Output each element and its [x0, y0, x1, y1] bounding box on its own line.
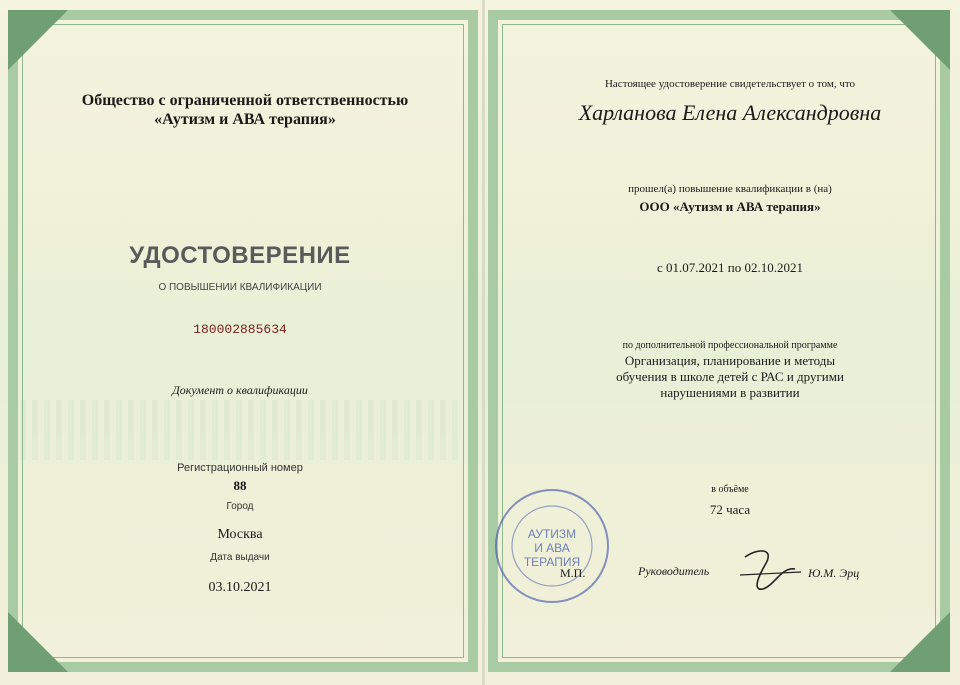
volume-label: в объёме	[711, 484, 749, 495]
stamp-text-line2: И АВА	[534, 541, 570, 555]
holder-full-name: Харланова Елена Александровна	[578, 100, 882, 125]
program-name-line1: Организация, планирование и методы	[624, 353, 836, 368]
issuer-org-line2: «Аутизм и АВА терапия»	[154, 111, 336, 128]
round-seal-stamp	[492, 486, 612, 606]
seal-place-mark: М.П.	[560, 566, 586, 580]
center-fold	[482, 0, 485, 685]
stamp-text-line3: ТЕРАПИЯ	[523, 555, 581, 569]
issuer-org-line1: Общество с ограниченной ответственностью	[81, 92, 409, 109]
reg-number-value: 88	[233, 478, 247, 493]
city-value: Москва	[217, 527, 263, 542]
document-kind: Документ о квалификации	[172, 383, 308, 397]
program-name-line3: нарушениями в развитии	[660, 385, 800, 400]
signature	[735, 545, 805, 595]
passed-training-text: прошел(а) повышение квалификации в (на)	[628, 183, 832, 195]
reg-number-label: Регистрационный номер	[177, 462, 303, 474]
head-name: Ю.М. Эрц	[808, 566, 860, 580]
certifies-text: Настоящее удостоверение свидетельствует о том, что	[604, 78, 856, 90]
training-org: ООО «Аутизм и АВА терапия»	[639, 199, 821, 214]
stamp-text-line1: АУТИЗМ	[527, 527, 577, 541]
head-label: Руководитель	[638, 564, 710, 578]
issue-date-value: 03.10.2021	[208, 580, 272, 595]
issue-date-label: Дата выдачи	[210, 552, 270, 563]
program-name-line2: обучения в школе детей с РАС и другими	[616, 369, 844, 384]
document-title: УДОСТОВЕРЕНИЕ	[129, 242, 351, 269]
document-subtitle: О ПОВЫШЕНИИ КВАЛИФИКАЦИИ	[158, 282, 322, 293]
volume-value: 72 часа	[709, 502, 751, 517]
document-number: 180002885634	[193, 322, 287, 337]
program-label: по дополнительной профессиональной программе	[622, 340, 838, 351]
city-label: Город	[226, 501, 254, 512]
training-period: с 01.07.2021 по 02.10.2021	[657, 260, 803, 275]
